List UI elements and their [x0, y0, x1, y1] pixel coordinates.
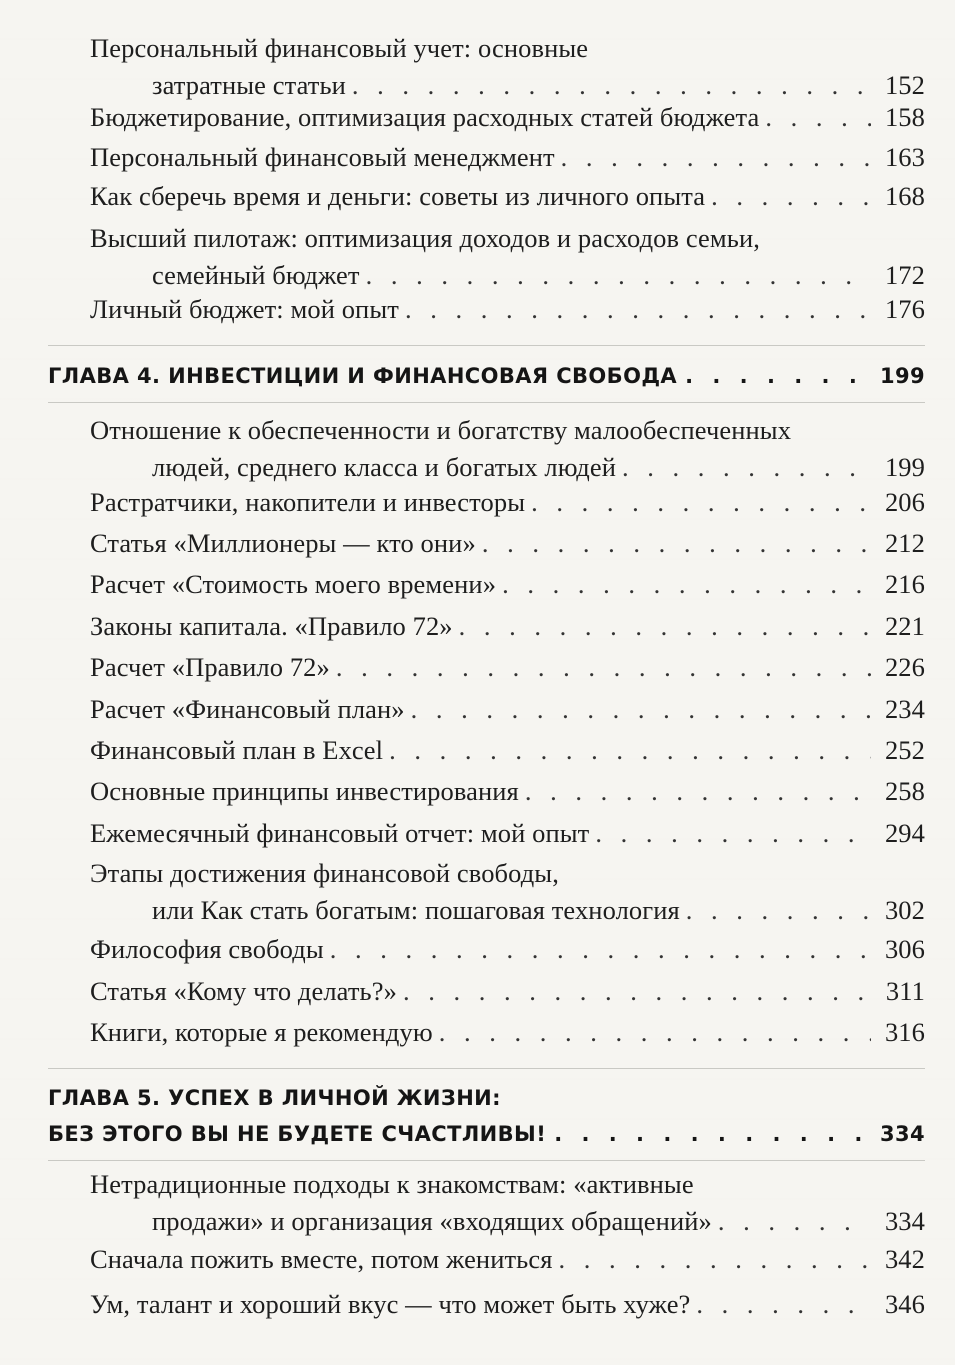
toc-entry[interactable] [90, 525, 925, 562]
toc-entry[interactable] [90, 931, 925, 968]
toc-entry-label: Философия свободы [90, 934, 324, 964]
dot-leader [336, 649, 871, 686]
toc-entry[interactable] [90, 608, 925, 645]
toc-entry-label: семейный бюджет [152, 260, 360, 290]
toc-entry[interactable] [90, 855, 925, 929]
toc-entry-label: Расчет «Стоимость моего времени» [90, 569, 497, 599]
dot-leader [765, 99, 871, 136]
toc-entry-label: Сначала пожить вместе, потом жениться [90, 1244, 553, 1274]
toc-entry[interactable] [90, 484, 925, 521]
toc-entry[interactable] [90, 732, 925, 769]
toc-entry-label: Ум, талант и хороший вкус — что может быть хуже? [90, 1289, 691, 1319]
toc-entry[interactable] [90, 412, 925, 486]
toc-entry-label: Основные принципы инвестирования [90, 776, 519, 806]
toc-entry-label: Ежемесячный финансовый отчет: мой опыт [90, 818, 590, 848]
toc-entry[interactable] [90, 1241, 925, 1278]
toc-entry[interactable] [90, 773, 925, 810]
toc-entry-label: Бюджетирование, оптимизация расходных статей бюджета [90, 102, 760, 132]
toc-entry-page: 216 [884, 569, 925, 599]
toc-entry-page: 316 [884, 1017, 925, 1047]
section-divider [48, 1068, 925, 1069]
dot-leader [531, 484, 871, 521]
toc-entry-line: Отношение к обеспеченности и богатству малообеспеченных [90, 415, 792, 445]
dot-leader [525, 773, 871, 810]
dot-leader [403, 973, 871, 1010]
dot-leader [405, 291, 871, 328]
toc-entry-page: 206 [884, 487, 925, 517]
chapter-title-line: ГЛАВА 5. УСПЕХ В ЛИЧНОЙ ЖИЗНИ: [48, 1086, 501, 1110]
chapter-heading[interactable] [48, 1080, 925, 1152]
dot-leader [561, 139, 871, 176]
toc-entry-label: Расчет «Правило 72» [90, 652, 330, 682]
toc-entry-page: 302 [884, 895, 925, 925]
toc-entry[interactable] [90, 815, 925, 852]
toc-entry[interactable] [90, 649, 925, 686]
dot-leader [366, 257, 871, 294]
dot-leader [411, 691, 871, 728]
section-divider [48, 345, 925, 346]
toc-entry-label: затратные статьи [152, 70, 346, 100]
dot-leader [554, 1116, 872, 1152]
chapter-title: БЕЗ ЭТОГО ВЫ НЕ БУДЕТЕ СЧАСТЛИВЫ! [48, 1122, 547, 1146]
toc-entry[interactable] [90, 1166, 925, 1240]
toc-entry-line: Персональный финансовый учет: основные [90, 33, 589, 63]
toc-entry-page: 306 [884, 934, 925, 964]
dot-leader [559, 1241, 871, 1278]
toc-entry[interactable] [90, 1286, 925, 1323]
dot-leader [711, 178, 871, 215]
toc-entry-label: или Как стать богатым: пошаговая технология [152, 895, 680, 925]
toc-entry[interactable] [90, 30, 925, 104]
toc-entry-page: 258 [884, 776, 925, 806]
toc-entry[interactable] [90, 178, 925, 215]
toc-entry-page: 168 [884, 181, 925, 211]
section-divider [48, 402, 925, 403]
toc-entry[interactable] [90, 691, 925, 728]
dot-leader [595, 815, 871, 852]
dot-leader [686, 892, 871, 929]
toc-entry-page: 176 [884, 294, 925, 324]
toc-entry-label: людей, среднего класса и богатых людей [152, 452, 617, 482]
toc-entry-label: Статья «Миллионеры — кто они» [90, 528, 476, 558]
toc-entry-label: Как сберечь время и деньги: советы из личного опыта [90, 181, 706, 211]
toc-entry[interactable] [90, 291, 925, 328]
dot-leader [696, 1286, 871, 1323]
chapter-heading[interactable] [48, 358, 925, 394]
toc-entry-label: Растратчики, накопители и инвесторы [90, 487, 526, 517]
toc-entry[interactable] [90, 973, 925, 1010]
toc-entry-page: 158 [884, 102, 925, 132]
toc-entry-page: 221 [884, 611, 925, 641]
toc-entry-line: Нетрадиционные подходы к знакомствам: «активные [90, 1169, 694, 1199]
toc-entry-page: 311 [885, 976, 925, 1006]
toc-entry-page: 294 [884, 818, 925, 848]
toc-entry-page: 234 [884, 694, 925, 724]
toc-entry-line: Этапы достижения финансовой свободы, [90, 858, 559, 888]
toc-entry[interactable] [90, 99, 925, 136]
toc-entry-label: Персональный финансовый менеджмент [90, 142, 555, 172]
toc-entry-page: 172 [884, 260, 925, 290]
dot-leader [502, 566, 871, 603]
dot-leader [389, 732, 871, 769]
toc-entry-page: 334 [884, 1206, 925, 1236]
dot-leader [718, 1203, 871, 1240]
toc-entry-label: Личный бюджет: мой опыт [90, 294, 399, 324]
toc-entry-page: 212 [884, 528, 925, 558]
toc-entry-label: Законы капитала. «Правило 72» [90, 611, 453, 641]
toc-entry-page: 346 [884, 1289, 925, 1319]
dot-leader [482, 525, 871, 562]
toc-entry[interactable] [90, 1014, 925, 1051]
dot-leader [439, 1014, 871, 1051]
dot-leader [330, 931, 871, 968]
dot-leader [459, 608, 871, 645]
chapter-page: 334 [879, 1122, 925, 1146]
section-divider [48, 1160, 925, 1161]
chapter-title: ГЛАВА 4. ИНВЕСТИЦИИ И ФИНАНСОВАЯ СВОБОДА [48, 364, 678, 388]
toc-entry-label: продажи» и организация «входящих обращений» [152, 1206, 712, 1236]
toc-entry-page: 152 [884, 70, 925, 100]
chapter-page: 199 [879, 364, 925, 388]
toc-entry[interactable] [90, 139, 925, 176]
toc-entry-line: Высший пилотаж: оптимизация доходов и расходов семьи, [90, 223, 760, 253]
toc-entry-label: Расчет «Финансовый план» [90, 694, 405, 724]
toc-entry-page: 199 [884, 452, 925, 482]
toc-entry-label: Книги, которые я рекомендую [90, 1017, 433, 1047]
toc-entry-label: Статья «Кому что делать?» [90, 976, 397, 1006]
toc-entry-page: 252 [884, 735, 925, 765]
dot-leader [622, 449, 871, 486]
toc-entry[interactable] [90, 566, 925, 603]
dot-leader [685, 358, 872, 394]
toc-entry-page: 342 [884, 1244, 925, 1274]
toc-entry-label: Финансовый план в Excel [90, 735, 384, 765]
toc-entry[interactable] [90, 220, 925, 294]
toc-entry-page: 226 [884, 652, 925, 682]
toc-entry-page: 163 [884, 142, 925, 172]
